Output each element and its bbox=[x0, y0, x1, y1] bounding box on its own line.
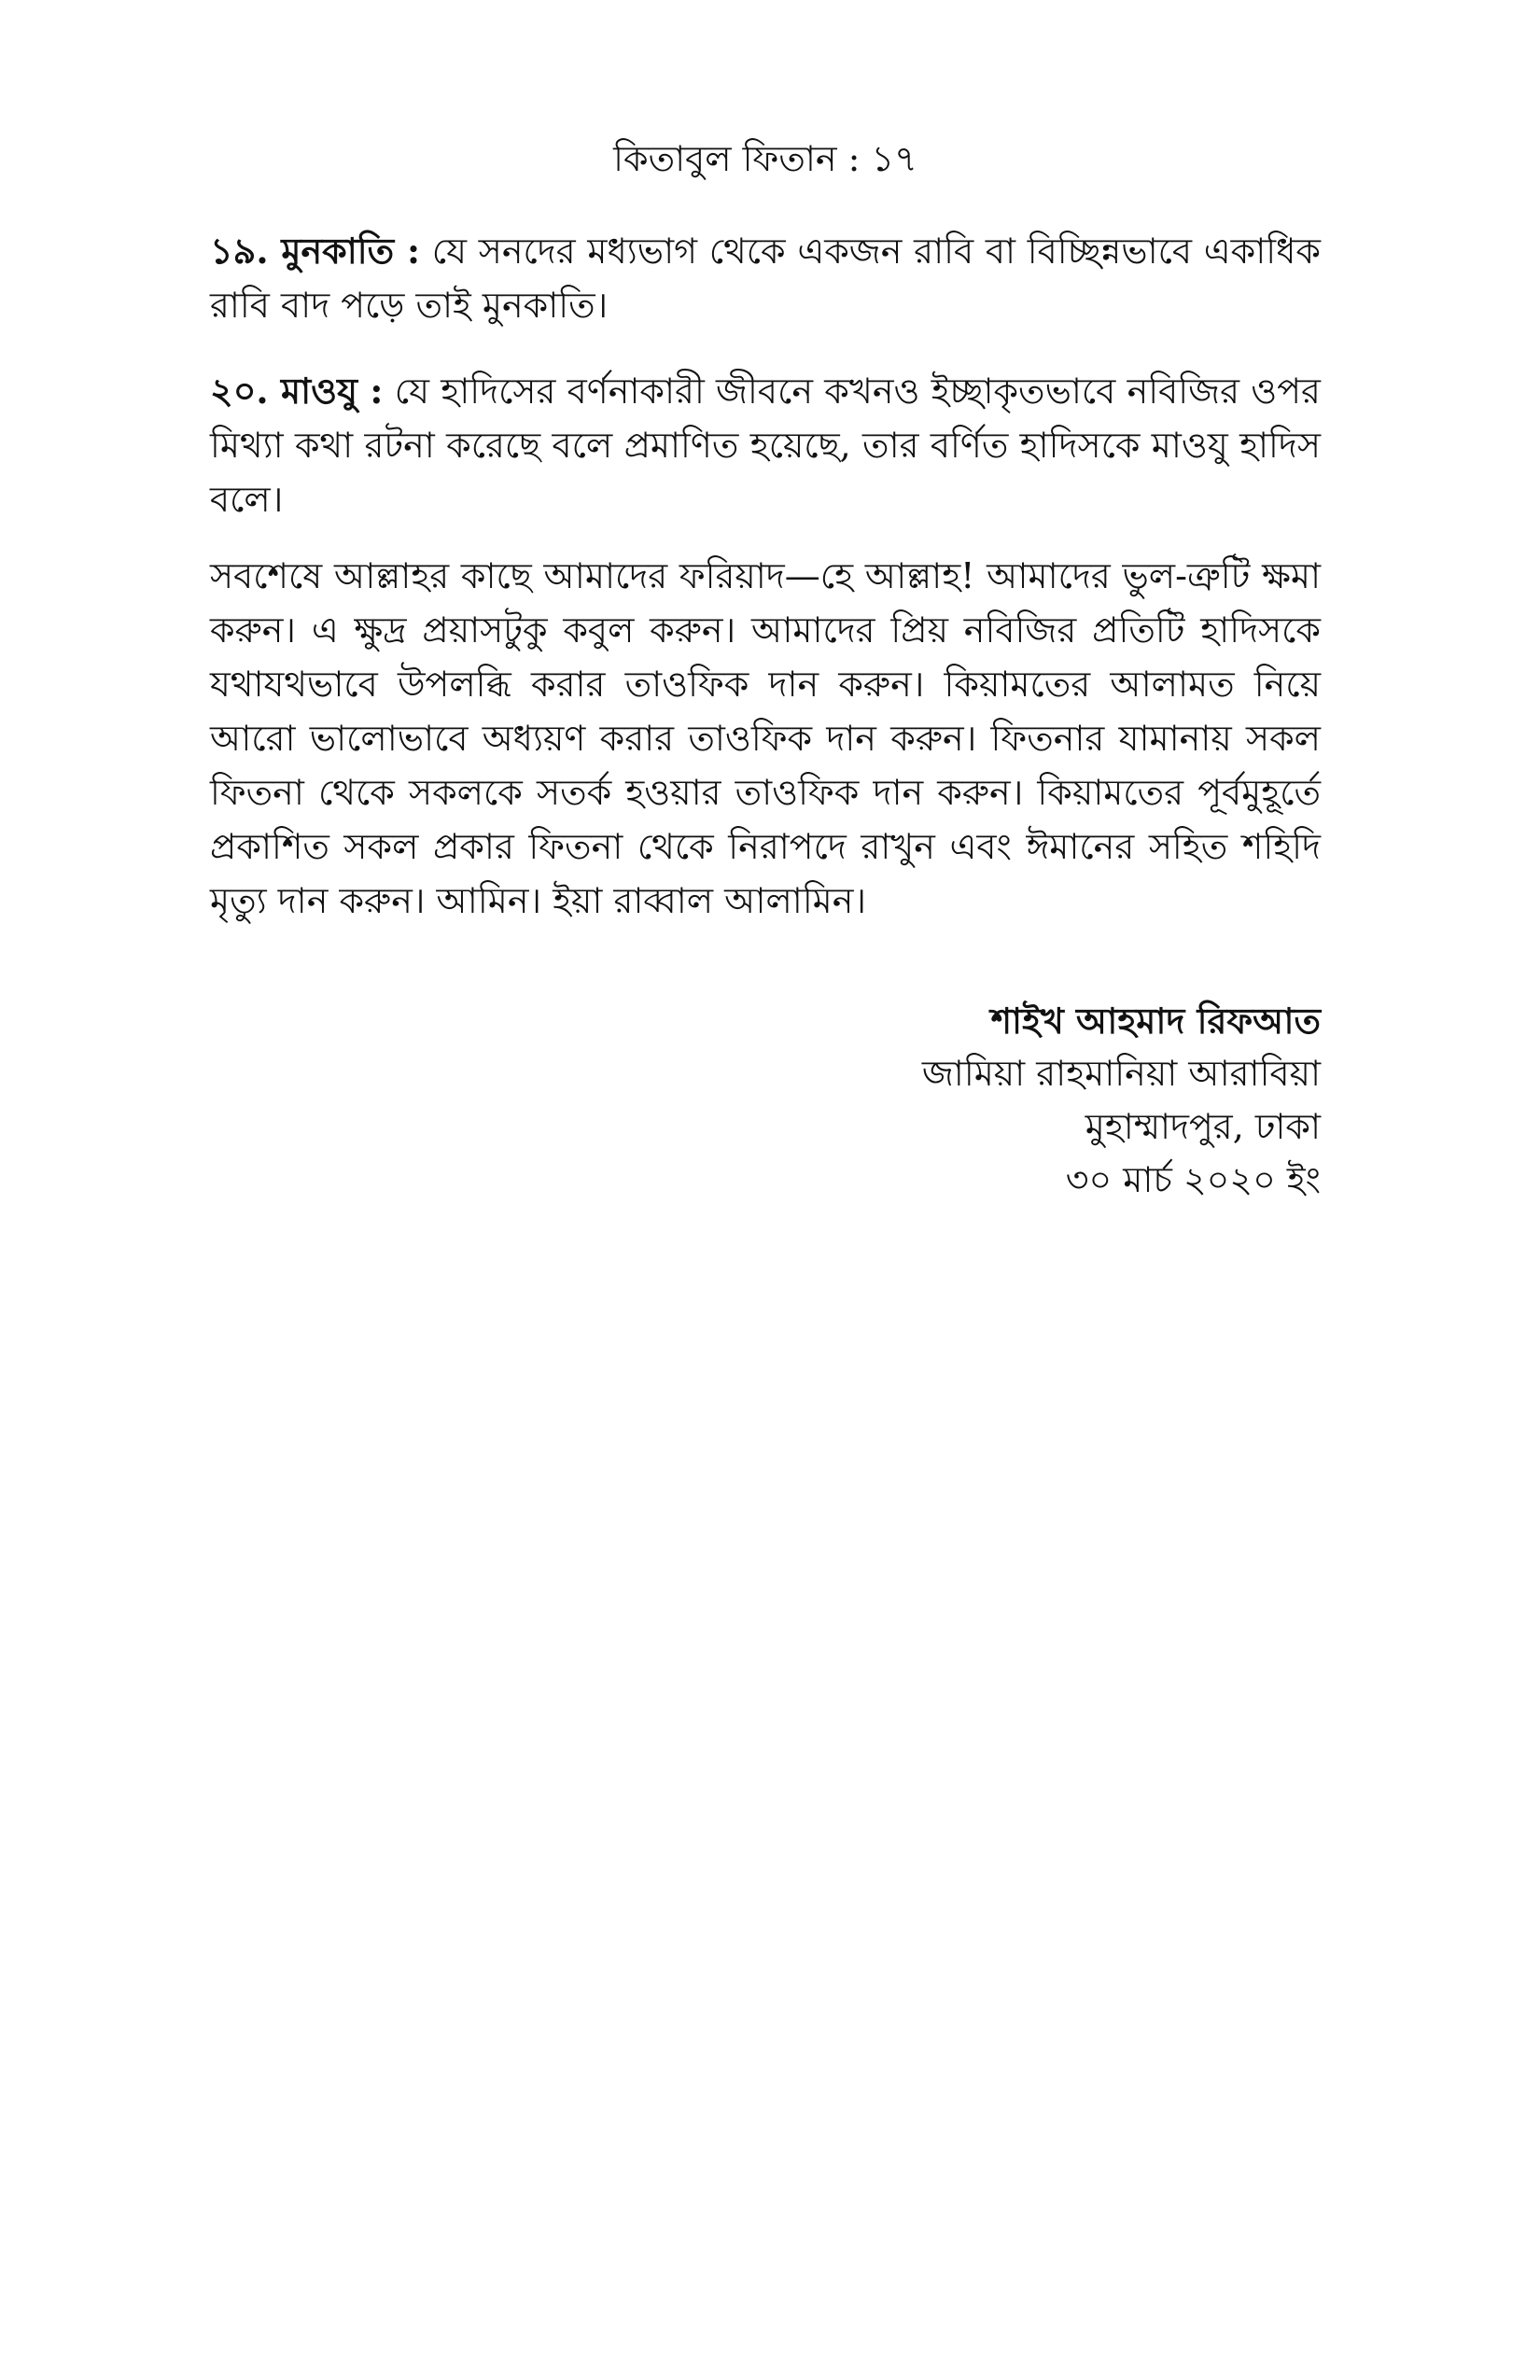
signature-location: মুহাম্মাদপুর, ঢাকা bbox=[1085, 1106, 1321, 1147]
entry-definition: যে হাদিসের বর্ণনাকারী জীবনে কখনও ইচ্ছাকৃতভাবে নবিজির ওপর মিথ্যা কথা রটনা করেছে বলে প্রমাণিত হয়েছে, তার বর্ণিত হাদিসকে মাওযু হাদিস বলে। bbox=[210, 371, 1321, 520]
glossary-entry-19 bbox=[210, 224, 1321, 332]
glossary-entry-20 bbox=[210, 364, 1321, 526]
running-head: কিতাবুল ফিতান : ১৭ bbox=[613, 138, 917, 179]
book-page bbox=[210, 0, 1321, 2380]
signature-block bbox=[210, 994, 1321, 1207]
entry-definition: যে সনদের মধ্যভাগ থেকে একজন রাবি বা বিচ্ছিন্নভাবে একাধিক রাবি বাদ পড়ে তাই মুনকাতি। bbox=[210, 231, 1321, 326]
entry-term: ১৯. মুনকাতি : bbox=[210, 230, 421, 272]
entry-term: ২০. মাওযু : bbox=[210, 370, 384, 412]
signature-author: শাইখ আহমাদ রিফআত bbox=[990, 1000, 1321, 1042]
signature-date: ৩০ মার্চ ২০২০ ইং bbox=[1065, 1159, 1321, 1200]
signature-institution: জামিয়া রাহমানিয়া আরাবিয়া bbox=[921, 1053, 1321, 1094]
closing-prayer: সবশেষে আল্লাহর কাছে আমাদের ফরিয়াদ—হে আল্লাহ! আমাদের ভুল-ত্রুটি ক্ষমা করুন। এ ক্ষুদ্র প্রয়াসটুকু কবুল করুন। আমাদের প্রিয় নবিজির প্রতিটি হাদিসকে যথাযথভাবে উপলব্ধি করার তাওফিক দান করুন। কিয়ামতের আলামত নিয়ে আরো ভালোভাবে অধ্যয়ণ করার তাওফিক দান করুন। ফিতনার যামানায় সকল ফিতনা থেকে সকলকে সতর্ক হওয়ার তাওফিক দান করুন। কিয়ামতের পূর্বমুহূর্তে প্রকাশিত সকল প্রকার ফিতনা থেকে নিরাপদে রাখুন এবং ঈমানের সহিত শহিদি মৃত্যু দান করুন। আমিন। ইয়া রাব্বাল আলামিন। bbox=[210, 555, 1321, 921]
